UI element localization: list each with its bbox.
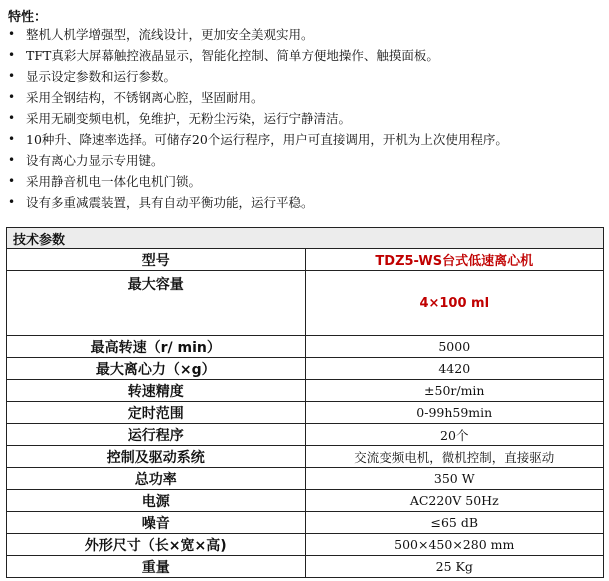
spec-value: AC220V 50Hz bbox=[305, 490, 604, 512]
spec-label: 重量 bbox=[7, 556, 306, 578]
feature-text: 采用无刷变频电机，免维护，无粉尘污染，运行宁静清洁。 bbox=[26, 111, 352, 126]
section-title: 技术参数 bbox=[7, 228, 604, 249]
feature-text: 采用全钢结构，不锈钢离心腔，坚固耐用。 bbox=[26, 90, 264, 105]
table-row bbox=[7, 402, 604, 424]
spec-label: 控制及驱动系统 bbox=[7, 446, 306, 468]
bullet-icon: • bbox=[8, 195, 16, 209]
table-row bbox=[7, 380, 604, 402]
table-row bbox=[7, 490, 604, 512]
table-row bbox=[7, 446, 604, 468]
spec-value: 4×100 ml bbox=[305, 271, 604, 336]
spec-value: 5000 bbox=[305, 336, 604, 358]
table-row bbox=[7, 512, 604, 534]
features-list bbox=[0, 24, 508, 213]
list-item bbox=[0, 24, 508, 45]
feature-text: 设有离心力显示专用键。 bbox=[26, 153, 164, 168]
spec-label: 外形尺寸（长×宽×高) bbox=[7, 534, 306, 556]
spec-value: 350 W bbox=[305, 468, 604, 490]
spec-label: 运行程序 bbox=[7, 424, 306, 446]
feature-text: 整机人机学增强型，流线设计，更加安全美观实用。 bbox=[26, 27, 314, 42]
spec-label: 最大容量 bbox=[7, 271, 306, 336]
table-row bbox=[7, 556, 604, 578]
bullet-icon: • bbox=[8, 69, 16, 83]
list-item bbox=[0, 87, 508, 108]
spec-value: 0-99h59min bbox=[305, 402, 604, 424]
list-item bbox=[0, 45, 508, 66]
spec-value: 20个 bbox=[305, 424, 604, 446]
bullet-icon: • bbox=[8, 132, 16, 146]
feature-text: 显示设定参数和运行参数。 bbox=[26, 69, 177, 84]
specs-table bbox=[6, 227, 604, 578]
feature-text: 采用静音机电一体化电机门锁。 bbox=[26, 174, 202, 189]
table-row bbox=[7, 249, 604, 271]
spec-value: 交流变频电机，微机控制，直接驱动 bbox=[305, 446, 604, 468]
spec-value: TDZ5-WS台式低速离心机 bbox=[305, 249, 604, 271]
spec-label: 电源 bbox=[7, 490, 306, 512]
list-item bbox=[0, 108, 508, 129]
feature-text: 设有多重减震装置，具有自动平衡功能，运行平稳。 bbox=[26, 195, 314, 210]
spec-value: 500×450×280 mm bbox=[305, 534, 604, 556]
spec-value: 4420 bbox=[305, 358, 604, 380]
list-item bbox=[0, 192, 508, 213]
bullet-icon: • bbox=[8, 111, 16, 125]
spec-label: 定时范围 bbox=[7, 402, 306, 424]
list-item bbox=[0, 129, 508, 150]
list-item bbox=[0, 66, 508, 87]
spec-label: 总功率 bbox=[7, 468, 306, 490]
table-row bbox=[7, 468, 604, 490]
bullet-icon: • bbox=[8, 90, 16, 104]
bullet-icon: • bbox=[8, 27, 16, 41]
table-row bbox=[7, 336, 604, 358]
features-title: 特性： bbox=[8, 10, 48, 25]
spec-value: ±50r/min bbox=[305, 380, 604, 402]
bullet-icon: • bbox=[8, 153, 16, 167]
spec-label: 型号 bbox=[7, 249, 306, 271]
table-row bbox=[7, 424, 604, 446]
table-row bbox=[7, 534, 604, 556]
table-header-row bbox=[7, 228, 604, 249]
list-item bbox=[0, 171, 508, 192]
bullet-icon: • bbox=[8, 48, 16, 62]
spec-label: 最大离心力（×g） bbox=[7, 358, 306, 380]
spec-label: 转速精度 bbox=[7, 380, 306, 402]
spec-value: 25 Kg bbox=[305, 556, 604, 578]
spec-label: 最高转速（r/ min） bbox=[7, 336, 306, 358]
list-item bbox=[0, 150, 508, 171]
table-row bbox=[7, 358, 604, 380]
bullet-icon: • bbox=[8, 174, 16, 188]
table-row bbox=[7, 271, 604, 336]
spec-label: 噪音 bbox=[7, 512, 306, 534]
feature-text: 10种升、降速率选择。可储存20个运行程序，用户可直接调用，开机为上次使用程序。 bbox=[26, 132, 508, 147]
spec-value: ≤65 dB bbox=[305, 512, 604, 534]
feature-text: TFT真彩大屏幕触控液晶显示，智能化控制、简单方便地操作、触摸面板。 bbox=[26, 48, 439, 63]
